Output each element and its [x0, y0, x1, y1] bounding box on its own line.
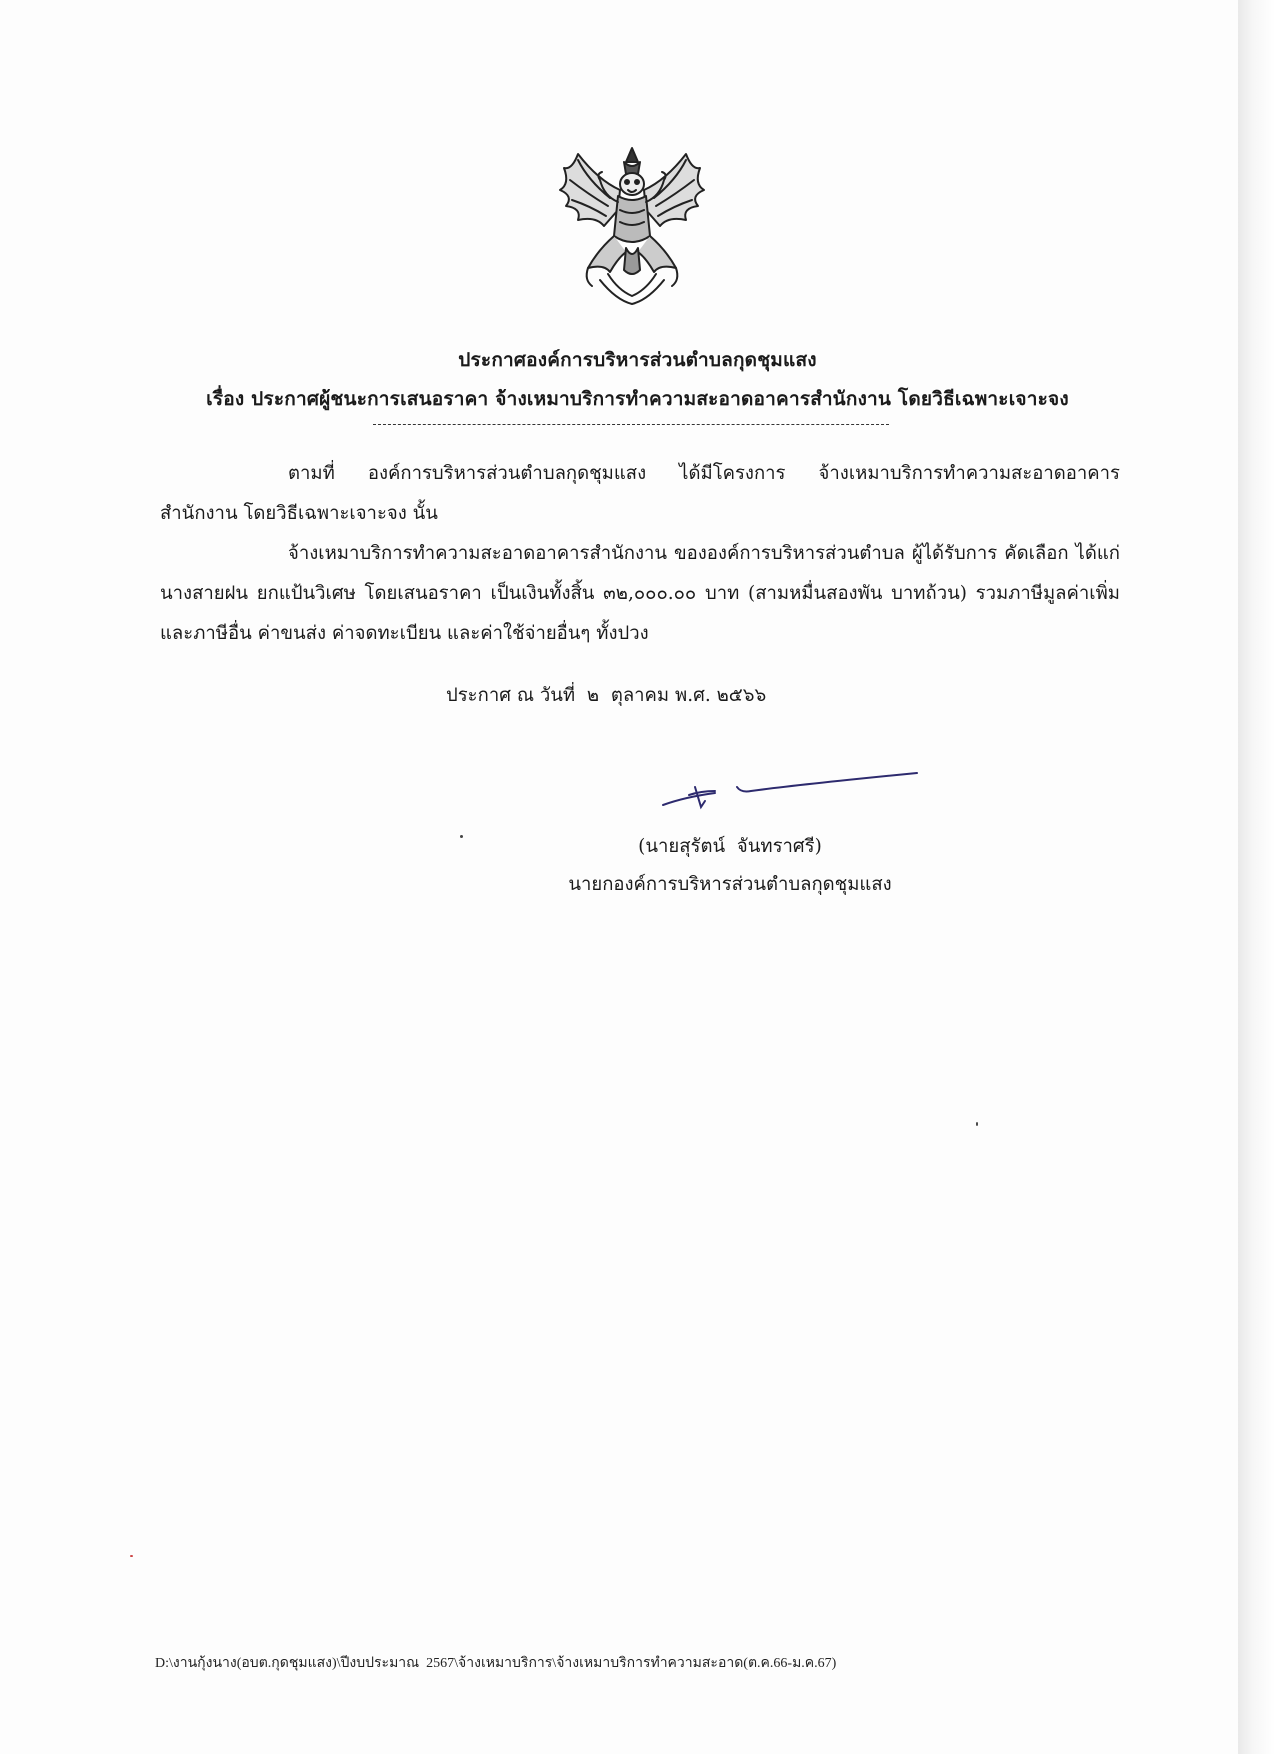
dashed-divider: [373, 424, 889, 425]
file-path-footer: D:\งานกุ้งนาง(อบต.กุดชุมแสง)\ปีงบประมาณ 2567\จ้างเหมาบริการ\จ้างเหมาบริการทำความสะอาด(ต.ค.66-ม.ค.67): [155, 1656, 837, 1671]
signer-name: (นายสุรัตน์ จันทราศรี): [638, 836, 822, 857]
garuda-emblem-icon: [548, 140, 716, 308]
scanner-edge: [1238, 0, 1275, 1754]
scan-speck: [976, 1122, 978, 1126]
announce-date: ประกาศ ณ วันที่ ๒ ตุลาคม พ.ศ. ๒๕๖๖: [446, 685, 767, 706]
announcement-heading: ประกาศองค์การบริหารส่วนตำบลกุดชุมแสง: [458, 349, 817, 371]
scan-speck: [460, 835, 463, 838]
announcement-subject: เรื่อง ประกาศผู้ชนะการเสนอราคา จ้างเหมาบริการทำความสะอาดอาคารสำนักงาน โดยวิธีเฉพาะเจาะจง: [206, 388, 1069, 410]
signer-title: นายกองค์การบริหารส่วนตำบลกุดชุมแสง: [568, 874, 892, 895]
signature-icon: [655, 757, 925, 817]
paragraph-project: ตามที่ องค์การบริหารส่วนตำบลกุดชุมแสง ได้มีโครงการ จ้างเหมาบริการทำความสะอาดอาคาร สำนักงาน โดยวิธีเฉพาะเจาะจง นั้น: [160, 463, 1120, 524]
paragraph-winner: จ้างเหมาบริการทำความสะอาดอาคารสำนักงาน ขององค์การบริหารส่วนตำบล ผู้ได้รับการ คัดเลือก ได้แก่ นางสายฝน ยกแป้นวิเศษ โดยเสนอราคา เป็นเงินทั้งสิ้น ๓๒,๐๐๐.๐๐ บาท (สามหมื่นสองพัน บาทถ้วน) รวมภาษีมูลค่าเพิ่มและภาษีอื่น ค่าขนส่ง ค่าจดทะเบียน และค่าใช้จ่ายอื่นๆ ทั้งปวง: [160, 543, 1120, 644]
scan-speck: [130, 1555, 133, 1557]
